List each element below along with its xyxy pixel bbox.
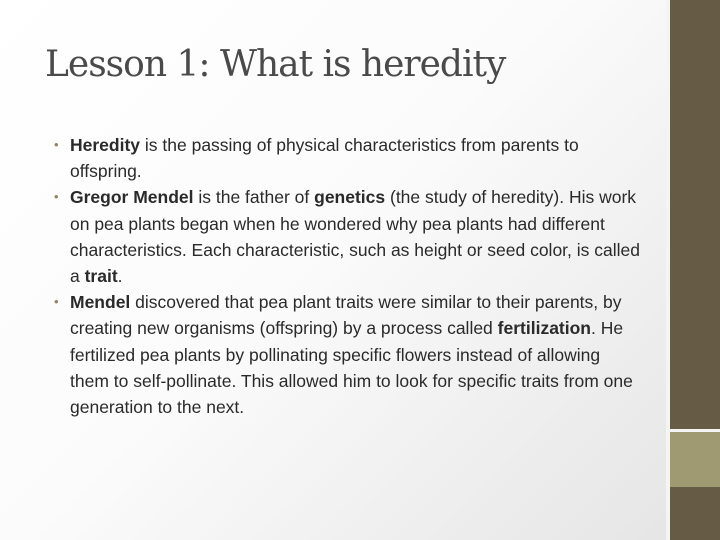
bullet-list — [52, 132, 642, 420]
bullet-bold-term: fertilization — [497, 318, 591, 339]
bullet-bold-term: Heredity — [70, 135, 141, 155]
bullet-bold-term: Gregor Mendel — [70, 187, 194, 208]
bullet-bold-term: Mendel — [70, 292, 131, 313]
bullet-item — [52, 132, 642, 184]
bullet-text — [70, 135, 579, 181]
bullet-bold-term: trait — [84, 266, 118, 287]
bullet-text — [70, 187, 640, 286]
bullet-dot-icon: • — [54, 294, 59, 310]
bullet-text-run: (the study of heredity). His work on pea plants began when he wondered why pea plants had different characteristics. Each characteristic, such as height or seed color, is called a — [70, 187, 640, 287]
slide-title: Lesson 1: What is heredity — [45, 44, 506, 85]
bullet-text-run: . He fertilized pea plants by pollinating specific flowers instead of allowing them to self-pollinate. This allowed him to look for specific traits from one generation to the next. — [70, 318, 633, 418]
bullet-text-run: is the passing of physical characteristics from parents to offspring. — [70, 135, 579, 182]
bullet-bold-term: genetics — [314, 187, 386, 208]
sidebar-accent-block — [670, 432, 720, 487]
bullet-text-run: discovered that pea plant traits were similar to their parents, by creating new organisms (offspring) by a process called — [70, 292, 622, 339]
bullet-item — [52, 289, 642, 420]
bullet-text-run: is the father of — [193, 187, 315, 208]
bullet-item — [52, 184, 642, 289]
bullet-text-run: . — [117, 266, 123, 287]
bullet-dot-icon: • — [54, 137, 59, 152]
bullet-text — [70, 292, 633, 417]
bullet-dot-icon: • — [54, 189, 59, 205]
